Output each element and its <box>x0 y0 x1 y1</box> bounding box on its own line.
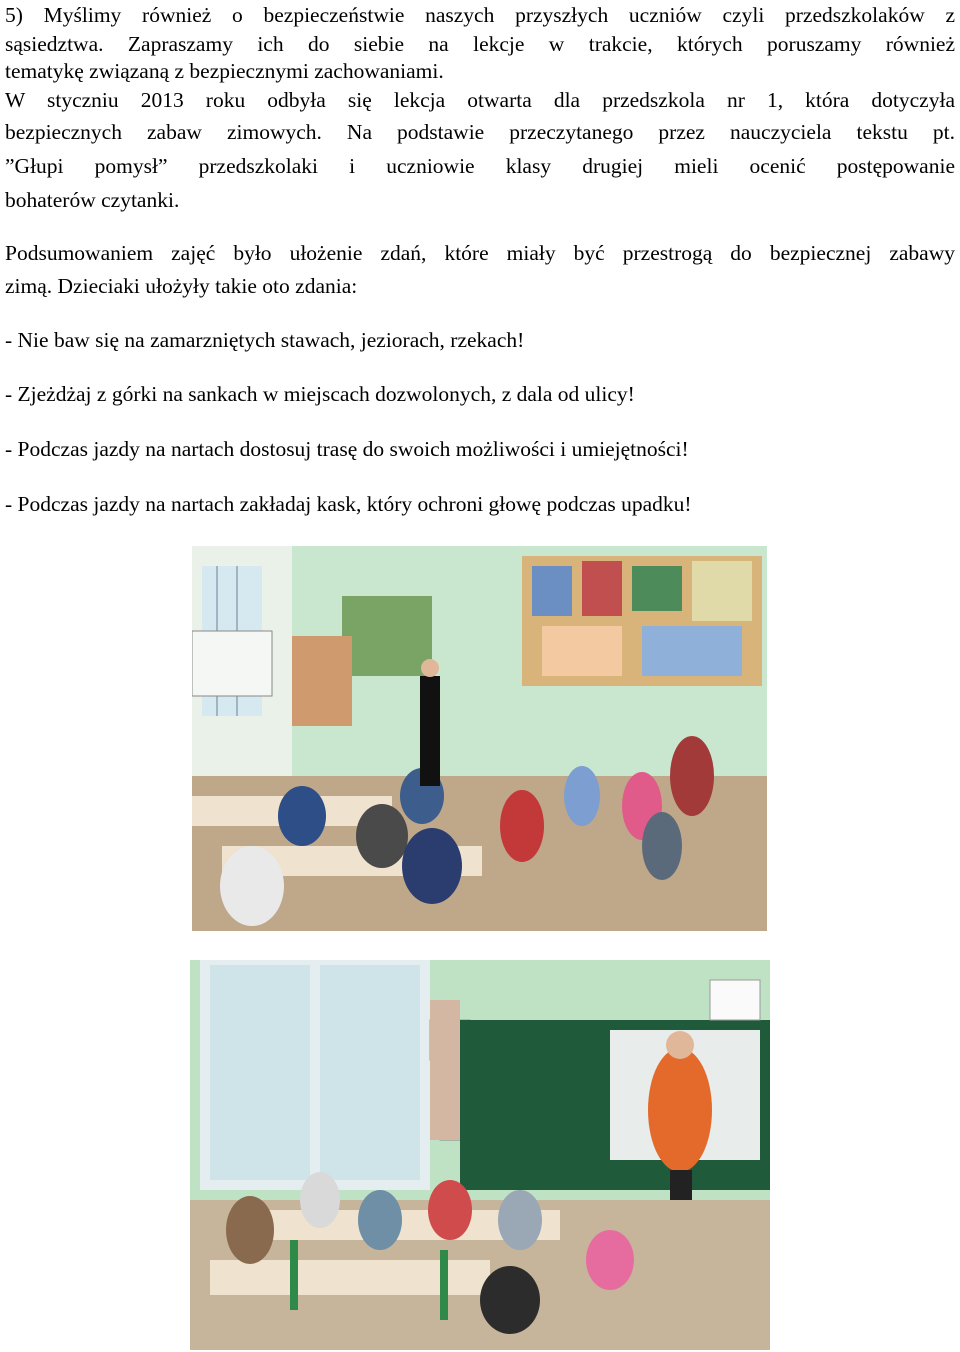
text-line: tematykę związaną z bezpiecznymi zachowaniami. <box>5 59 444 83</box>
rule-item: - Nie baw się na zamarzniętych stawach, jeziorach, rzekach! <box>5 328 525 352</box>
text-line: zimą. Dzieciaki ułożyły takie oto zdania: <box>5 274 358 298</box>
text-line: 5) Myślimy również o bezpieczeństwie naszych przyszłych uczniów czyli przedszkolaków z <box>5 3 955 27</box>
rule-item: - Zjeżdżaj z górki na sankach w miejscach dozwolonych, z dala od ulicy! <box>5 382 635 406</box>
rule-item: - Podczas jazdy na nartach dostosuj trasę do swoich możliwości i umiejętności! <box>5 437 689 461</box>
text-line: sąsiedztwa. Zapraszamy ich do siebie na lekcje w trakcie, których poruszamy również <box>5 32 955 56</box>
text-line: ”Głupi pomysł” przedszkolaki i uczniowie klasy drugiej mieli ocenić postępowanie <box>5 154 955 178</box>
text-line: bohaterów czytanki. <box>5 188 180 212</box>
classroom-photo-1 <box>192 546 767 931</box>
text-line: bezpiecznych zabaw zimowych. Na podstawie przeczytanego przez nauczyciela tekstu pt. <box>5 120 955 144</box>
rule-item: - Podczas jazdy na nartach zakładaj kask, który ochroni głowę podczas upadku! <box>5 492 692 516</box>
text-line: Podsumowaniem zajęć było ułożenie zdań, które miały być przestrogą do bezpiecznej zabawy <box>5 241 955 265</box>
text-line: W styczniu 2013 roku odbyła się lekcja otwarta dla przedszkola nr 1, która dotyczyła <box>5 88 955 112</box>
classroom-photo-2 <box>190 960 770 1350</box>
